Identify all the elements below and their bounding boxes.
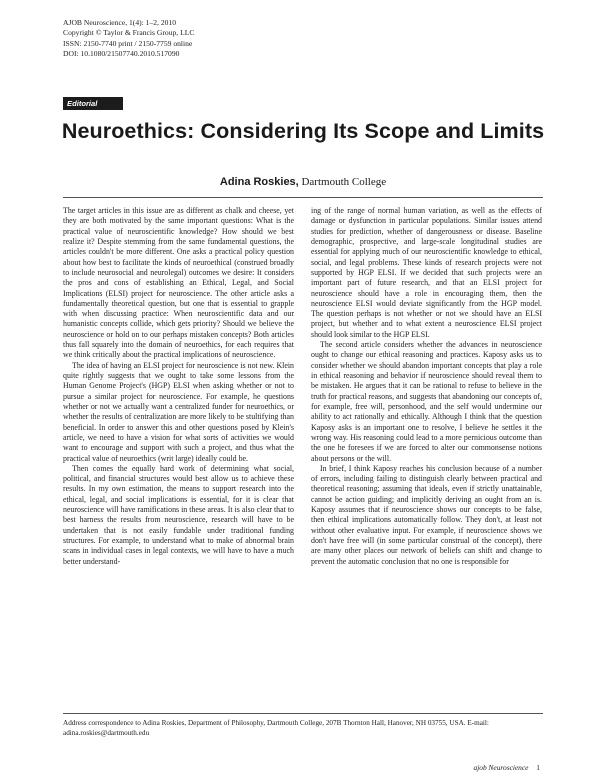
citation-meta (63, 18, 194, 60)
paragraph: The idea of having an ELSI project for neuroscience is not new. Klein quite rightly suggests that we ought to take some lessons from the Human Genome Project's (HGP) ELSI when asking whether or not to pursue a similar project for neuroscience. For example, he questions whether or not we actually want a centralized funder for neuroethics, or whether the results of centralization are more likely to be stultifying than beneficial. In order to answer this and other questions posed by Klein's article, we need to have a vision for what sorts of activities we would want to encourage and support with such a project, and thus what the practical value of neuroethics (writ large) ideally could be. (63, 360, 294, 463)
correspondence-footnote: Address correspondence to Adina Roskies, Department of Philosophy, Dartmouth College, 207B Thornton Hall, Hanover, NH 03755, USA. E-mail: adina.roskies@dartmouth.edu (63, 719, 489, 737)
paragraph: Then comes the equally hard work of determining what social, political, and financial structures would best allow us to achieve these results. In my own estimation, the means to support research into the ethical, legal, and social implications is essential, for it is clear that neuroscience will have ramifications in these areas. It is also clear that to best harness the results from neuroscience, research will have to be undertaken that is not easily fundable under traditional funding structures. For example, to understand what to make of abnormal brain scans in individual cases in legal contexts, we will have to have a much better understand- (63, 463, 294, 566)
author-affiliation: Dartmouth College (301, 176, 387, 188)
copyright-line: Copyright © Taylor & Francis Group, LLC (63, 28, 195, 38)
issn-line: ISSN: 2150-7740 print / 2150-7759 online (63, 38, 193, 48)
paragraph: The second article considers whether the advances in neuroscience ought to change our ethical reasoning and practices. Kaposy asks us to consider whether we should abandon important concepts that play a role in ethical reasoning and behavior if neuroscience should reveal them to be mistaken. He argues that it can be rational to refuse to believe in the truth for practical reasons, and suggests that abandoning our concepts of, for example, free will, personhood, and the self would undermine our ability to act rationally and ethically. Although I think that the question Kaposy asks is an important one to resolve, I believe he settles it the wrong way. His reasoning could lead to a more pernicious outcome than the one he foresees if we are forced to alter our commonsense notions about persons or the will. (311, 340, 542, 463)
author-name: Adina Roskies, (219, 176, 299, 188)
footer-journal: ajob Neuroscience (473, 763, 529, 772)
footnote-divider (63, 713, 543, 714)
citation-line: AJOB Neuroscience, 1(4): 1–2, 2010 (63, 18, 177, 27)
paragraph: ing of the range of normal human variation, as well as the effects of damage or dysfunction in particular populations. Similar issues attend studies for prediction, whether of dangerousness or disease. Baseline demographic, prospective, and large-scale longitudinal studies are essential for applying much of our neuroscientific knowledge to ethical, social, and legal problems. These kinds of research projects were not supported by HGP ELSI. If we decided that such projects were an important part of future research, and that an ELSI project for neuroscience should have a role in encouraging them, then the neuroscience ELSI would deviate significantly from the HGP model. The question perhaps is not whether or not we should have an ELSI project, but whether and to what extent a neuroscience ELSI project should look similar to the HGP ELSI. (311, 206, 542, 339)
body-column-left (63, 206, 294, 567)
page-number: 1 (536, 763, 540, 772)
title-divider (63, 197, 543, 198)
paragraph: The target articles in this issue are as different as chalk and cheese, yet they are both motivated by the same important questions: What is the practical value of neuroscientific knowledge? How should we best realize it? Despite stemming from the same fundamental questions, the articles couldn't be more different. One asks a practical policy question about how best to facilitate the kinds of neuroethical (construed broadly to include neurosocial and neurolegal) outcomes we desire: It considers the pros and cons of establishing an Ethical, Legal, and Social Implications (ELSI) project for neuroscience. The other article asks a fundamentally theoretical question, but one that is essential to grapple with when discussing practice: When neuroscientific data and our humanistic concepts collide, which gets priority? Should we believe the neuroscience or hold on to our perhaps mistaken concepts? Both articles thus fall squarely into the domain of neuroethics, for each requires that we think critically about the practical implications of neuroscience. (63, 206, 294, 360)
article-title: Neuroethics: Considering Its Scope and Limits (61, 119, 545, 143)
section-label: Editorial (63, 97, 123, 110)
page-footer (474, 763, 541, 772)
body-column-right (311, 206, 542, 567)
byline (58, 175, 548, 189)
paragraph: In brief, I think Kaposy reaches his conclusion because of a number of errors, including failing to distinguish clearly between practical and theoretical reasoning; assuming that ideals, even if strictly unattainable, cannot be action guiding; and implicitly deriving an ought from an is. Kaposy assumes that if neuroscience shows our concepts to be false, then ethical implications automatically follow. They don't, at least not without other evaluative input. For example, if neuroscience shows we don't have free will (in some particular construal of the concept), there are many other places our network of beliefs can shift and change to prevent the automatic conclusion that no one is responsible for (311, 463, 542, 566)
doi-line: DOI: 10.1080/21507740.2010.517090 (63, 49, 180, 59)
